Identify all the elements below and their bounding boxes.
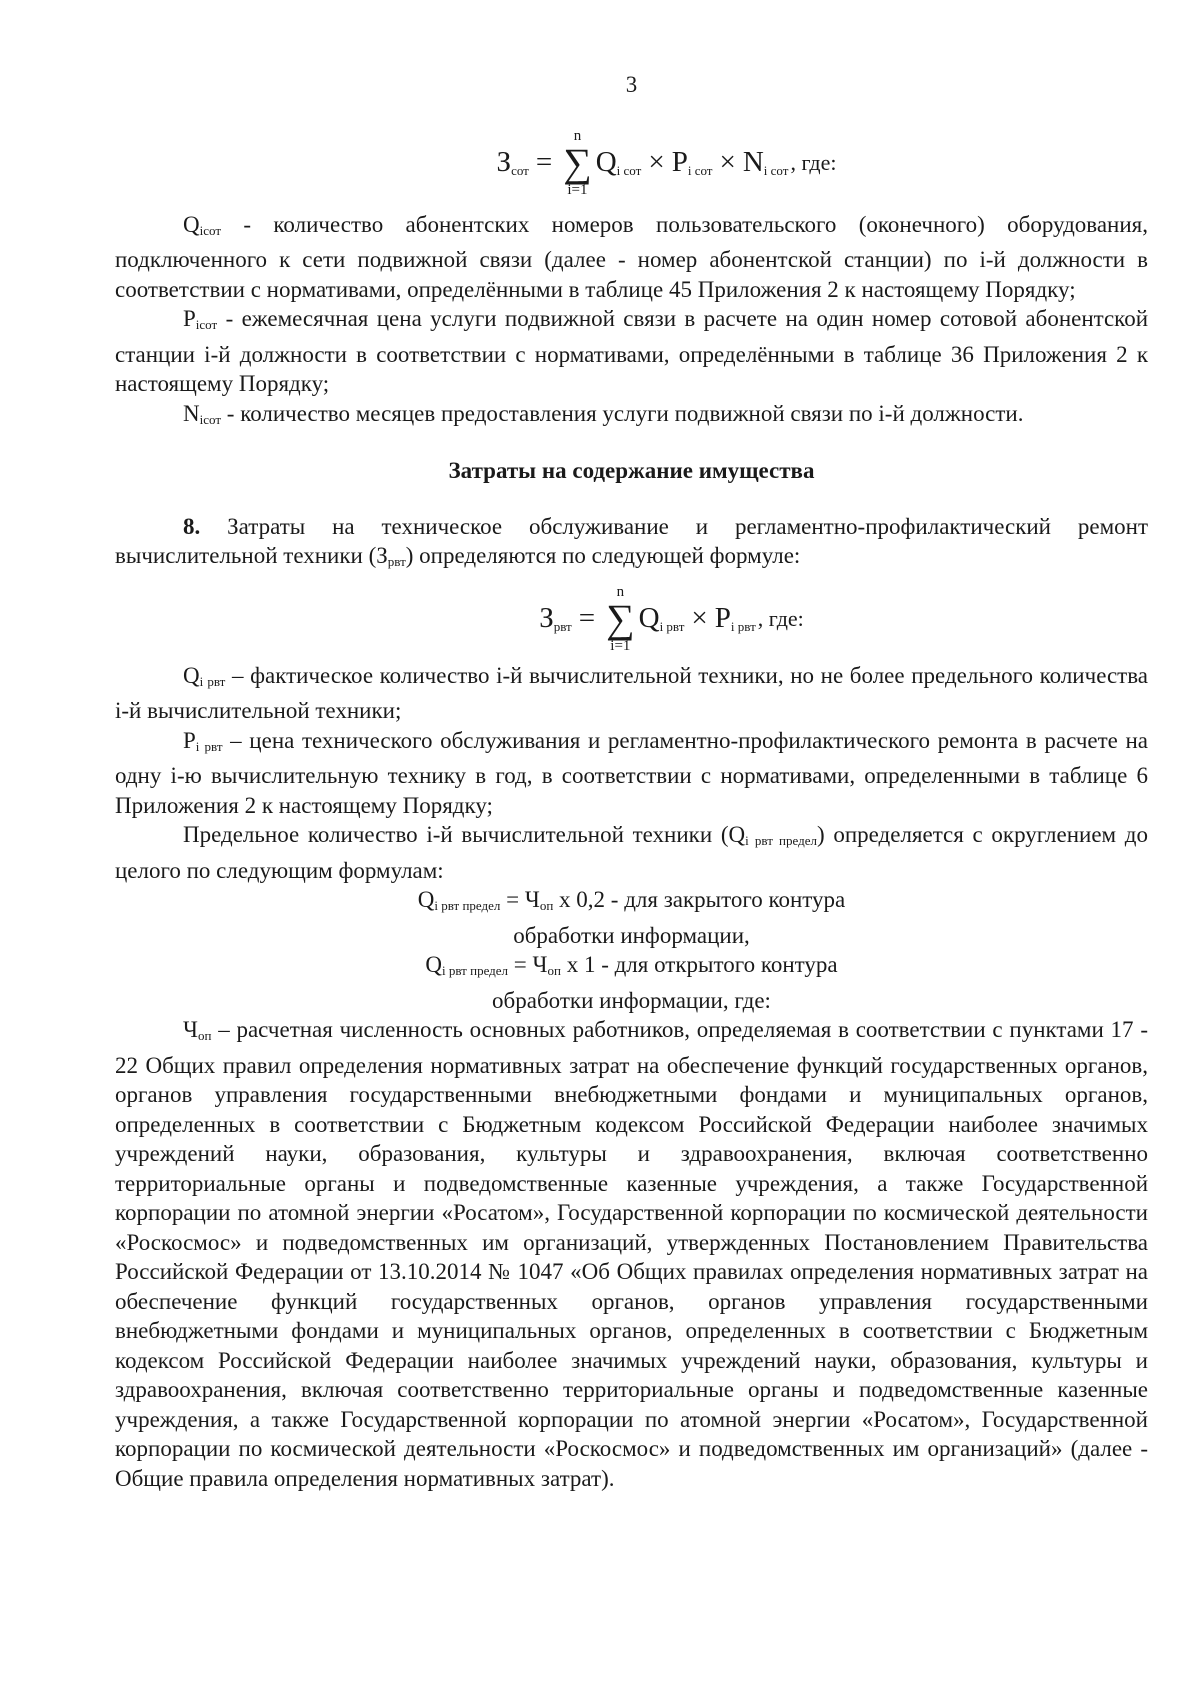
summation-sign: n ∑ i=1	[563, 127, 592, 198]
definition-q-sot: $Q_{iсот}$ - количество абонентских номеров пользовательского (оконечного) оборудования, подключенного к сети подвижной связи (далее - номер абонентской станции) по i-й должности в соответствии с нормативами, определёнными в таблице 45 Приложения 2 к настоящему Порядку;	[115, 211, 1148, 302]
summation-sign: n ∑ i=1	[606, 583, 635, 654]
times-sign: ×	[648, 146, 665, 178]
formula-term-p: $P_{i рвт}$	[714, 602, 756, 634]
item-8-paragraph: 8. Затраты на техническое обслуживание и регламентно-профилактический ремонт вычислительной техники $(З_{рвт})$ определяются по следующей формуле:	[115, 513, 1148, 569]
formula-term-q: $Q_{i рвт}$	[638, 602, 685, 634]
formula-lhs: $З_{сот}$	[496, 146, 529, 178]
times-sign: ×	[719, 146, 736, 178]
definition-p-rvt: $P_{i рвт}$ – цена технического обслуживания и регламентно-профилактического ремонта в расчете на одну i-ю вычислительную технику в год, в соответствии с нормативами, определенными в таблице 6 Приложения 2 к настоящему Порядку;	[115, 727, 1149, 818]
limit-formula-closed-continuation: обработки информации,	[513, 922, 750, 948]
definition-ch-op: $Ч_{оп}$ – расчетная численность основных работников, определяемая в соответствии с пунктами 17 - 22 Общих правил определения нормативных затрат на обеспечение функций государственных органов, органов управления государственными внебюджетными фондами и муниципальных органов, определенных в соответствии с Бюджетным кодексом Российской Федерации наиболее значимых учреждений науки, образования, культуры и здравоохранения, включая соответственно территориальные органы и подведомственные казенные учреждения, а также Государственной корпорации по атомной энергии «Росатом», Государственной корпорации по космической деятельности «Роскосмос» и подведомственных им организаций, утвержденных Постановлением Правительства Российской Федерации от 13.10.2014 № 1047 «Об Общих правилах определения нормативных затрат на обеспечение функций государственных органов, органов управления государственными внебюджетными фондами и муниципальных органов, определенных в соответствии с Бюджетным кодексом Российской Федерации наиболее значимых учреждений науки, образования, культуры и здравоохранения, включая соответственно территориальные органы и подведомственные казенные учреждения, а также Государственной корпорации по атомной энергии «Росатом», Государственной корпорации по космической деятельности «Роскосмос» и подведомственных им организаций» (далее - Общие правила определения нормативных затрат).	[115, 1017, 1148, 1491]
limit-formula-open: $Q_{i рвт предел} = Ч_{оп}$ х 1 - для открытого контура	[425, 952, 838, 978]
item-number: 8.	[183, 513, 201, 539]
limit-formula-open-continuation: обработки информации, где:	[492, 987, 771, 1013]
section-heading: Затраты на содержание имущества	[448, 458, 815, 483]
definition-q-rvt: $Q_{i рвт}$ – фактическое количество i-й вычислительной техники, но не более предельного количества i-й вычислительной техники;	[115, 662, 1148, 723]
equals-sign: =	[535, 146, 553, 178]
formula-lhs: $З_{рвт}$	[539, 602, 572, 634]
formula-tail: , где:	[790, 149, 837, 175]
formula-term-q: $Q_{i сот}$	[595, 146, 642, 178]
definition-n-sot: $N_{iсот}$ - количество месяцев предоставления услуги подвижной связи по i-й должности.	[183, 400, 1024, 427]
formula-computer-maintenance	[195, 577, 1148, 661]
times-sign: ×	[691, 602, 708, 634]
equals-sign: =	[578, 602, 596, 634]
formula-term-n: $N_{i сот}$	[742, 146, 789, 178]
formula-cellular-costs	[185, 116, 1148, 210]
limit-formula-closed: $Q_{i рвт предел} = Ч_{оп}$ х 0,2 - для закрытого контура	[417, 887, 846, 913]
formula-tail: , где:	[757, 605, 804, 631]
definition-p-sot: $P_{iсот}$ - ежемесячная цена услуги подвижной связи в расчете на один номер сотовой абонентской станции i-й должности в соответствии с нормативами, определёнными в таблице 36 Приложения 2 к настоящему Порядку;	[115, 306, 1148, 396]
limit-quantity-paragraph: Предельное количество i-й вычислительной техники $(Q_{i рвт предел})$ определяется с округлением до целого по следующим формулам:	[115, 822, 1148, 883]
page-number: 3	[625, 72, 638, 97]
formula-term-p: $P_{i сот}$	[671, 146, 713, 178]
